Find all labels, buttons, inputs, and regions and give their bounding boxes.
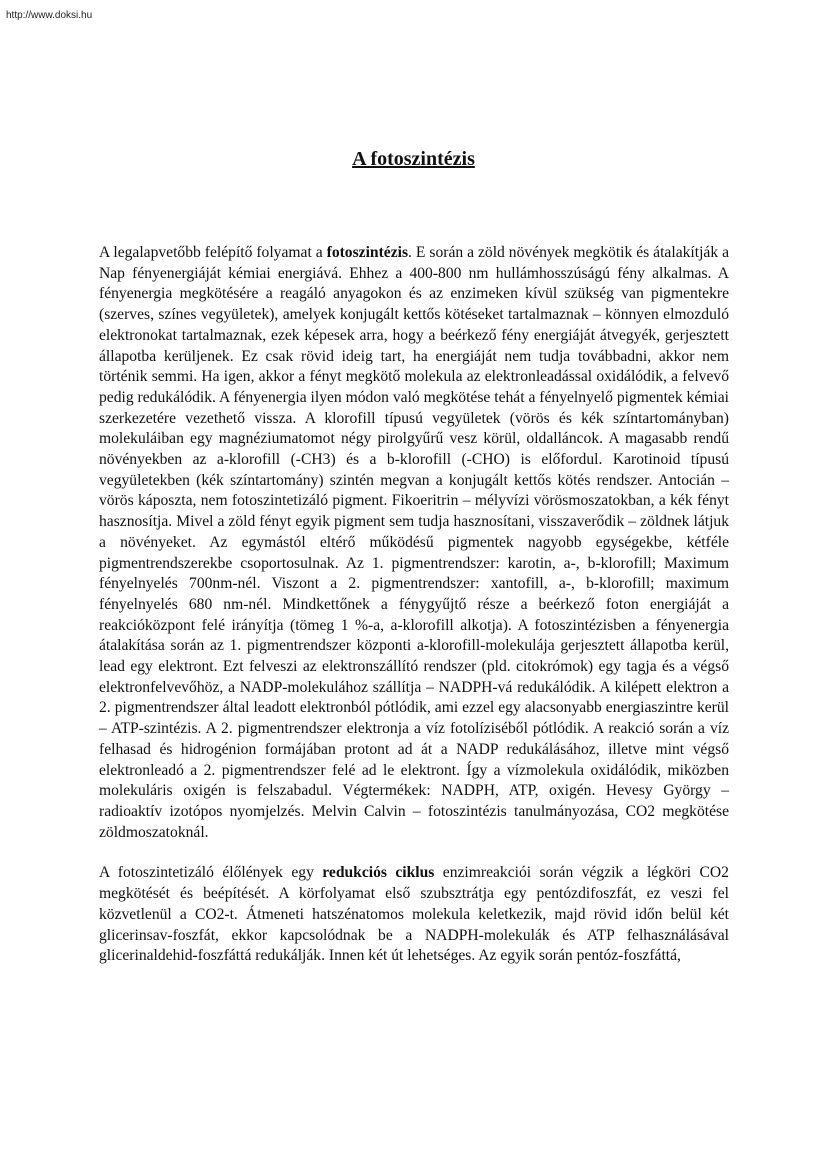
paragraph-text: enzimreakciói során végzik a légköri CO2 megkötését és beépítését. A körfolyamat első szubsztrátja egy pentózdifoszfát, ez veszi fel közvetlenül a CO2-t. Átmeneti hatszénatomos molekula keletkezik, majd rövid időn belül két glicerinsav-foszfát, ekkor kapcsolódnak be a NADPH-molekulák és ATP felhasználásával glicerinaldehid-foszfáttá redukálják. Innen két út lehetséges. Az egyik során pentóz-foszfáttá, [99,864,729,965]
keyword-fotoszintezis: fotoszintézis [326,244,409,261]
paragraph-reduction-cycle [99,863,729,967]
keyword-redukcios-ciklus: redukciós ciklus [322,864,435,882]
paragraph-text: A legalapvetőbb felépítő folyamat a [99,244,327,261]
source-url[interactable]: http://www.doksi.hu [6,10,93,21]
paragraph-text: A fotoszintetizáló élőlények egy [99,864,323,882]
page-title: A fotoszintézis [352,148,475,170]
paragraph-text: . E során a zöld növények megkötik és átalakítják a Nap fényenergiáját kémiai energiává. Ehhez a 400-800 nm hullámhosszúságú fény alkalmas. A fényenergia megkötésére a reagáló anyagokon és az enzimeken kívül szükség van pigmentekre (szerves, színes vegyületek), amelyek konjugált kettős kötéseket tartalmaznak – könnyen elmozduló elektronokat tartalmaznak, ezek képesek arra, hogy a beérkező fény energiáját átvegyék, gerjesztett állapotba kerüljenek. Ez csak rövid ideig tart, ha energiáját nem tudja továbbadni, akkor nem történik semmi. Ha igen, akkor a fényt megkötő molekula az elektronleadással oxidálódik, a felvevő pedig redukálódik. A fényenergia ilyen módon való megkötése tehát a fényelnyelő pigmentek kémiai szerkezetére vezethető vissza. A klorofill típusú vegyületek (vörös és kék színtartományban) molekuláiban egy magnéziumatomot négy pirolgyűrű vesz körül, oldalláncok. A magasabb rendű növényekben az a-klorofill (-CH3) és a b-klorofill (-CHO) is előfordul. Karotinoid típusú vegyületekben (kék színtartomány) szintén megvan a konjugált kettős kötés rendszer. Antocián – vörös káposzta, nem fotoszintetizáló pigment. Fikoeritrin – mélyvízi vörösmoszatokban, a kék fényt hasznosítja. Mivel a zöld fényt egyik pigment sem tudja hasznosítani, visszaverődik – zöldnek látjuk a növényeket. Az egymástól eltérő működésű pigmentek nagyobb egységekbe, kétféle pigmentrendszerekbe csoportosulnak. Az 1. pigmentrendszer: karotin, a-, b-klorofill; Maximum fényelnyelés 700nm-nél. Viszont a 2. pigmentrendszer: xantofill, a-, b-klorofill; maximum fényelnyelés 680 nm-nél. Mindkettőnek a fénygyűjtő része a beérkező foton energiáját a reakcióközpont felé irányítja (tömeg 1 %-a, a-klorofill alkotja). A fotoszintézisben a fényenergia átalakítása során az 1. pigmentrendszer központi a-klorofill-molekulája gerjesztett állapotba kerül, lead egy elektront. Ezt felveszi az elektronszállító rendszer (pld. citokrómok) egy tagja és a végső elektronfelvevőhöz, a NADP-molekulához szállítja – NADPH-vá redukálódik. A kilépett elektron a 2. pigmentrendszer által leadott elektronból pótlódik, ami ezzel egy alacsonyabb energiaszintre kerül – ATP-szintézis. A 2. pigmentrendszer elektronja a víz fotolíziséből pótlódik. A reakció során a víz felhasad és hidrogénion formájában protont ad át a NADP redukálásához, illetve mint végső elektronleadó a 2. pigmentrendszer felé ad le elektront. Így a vízmolekula oxidálódik, miközben molekuláris oxigén is felszabadul. Végtermékek: NADPH, ATP, oxigén. Hevesy György – radioaktív izotópos nyomjelzés. Melvin Calvin – fotoszintézis tanulmányozása, CO2 megkötése zöldmoszatoknál. [99,244,730,841]
paragraph-photosynthesis [99,243,729,843]
document-body [99,243,729,967]
